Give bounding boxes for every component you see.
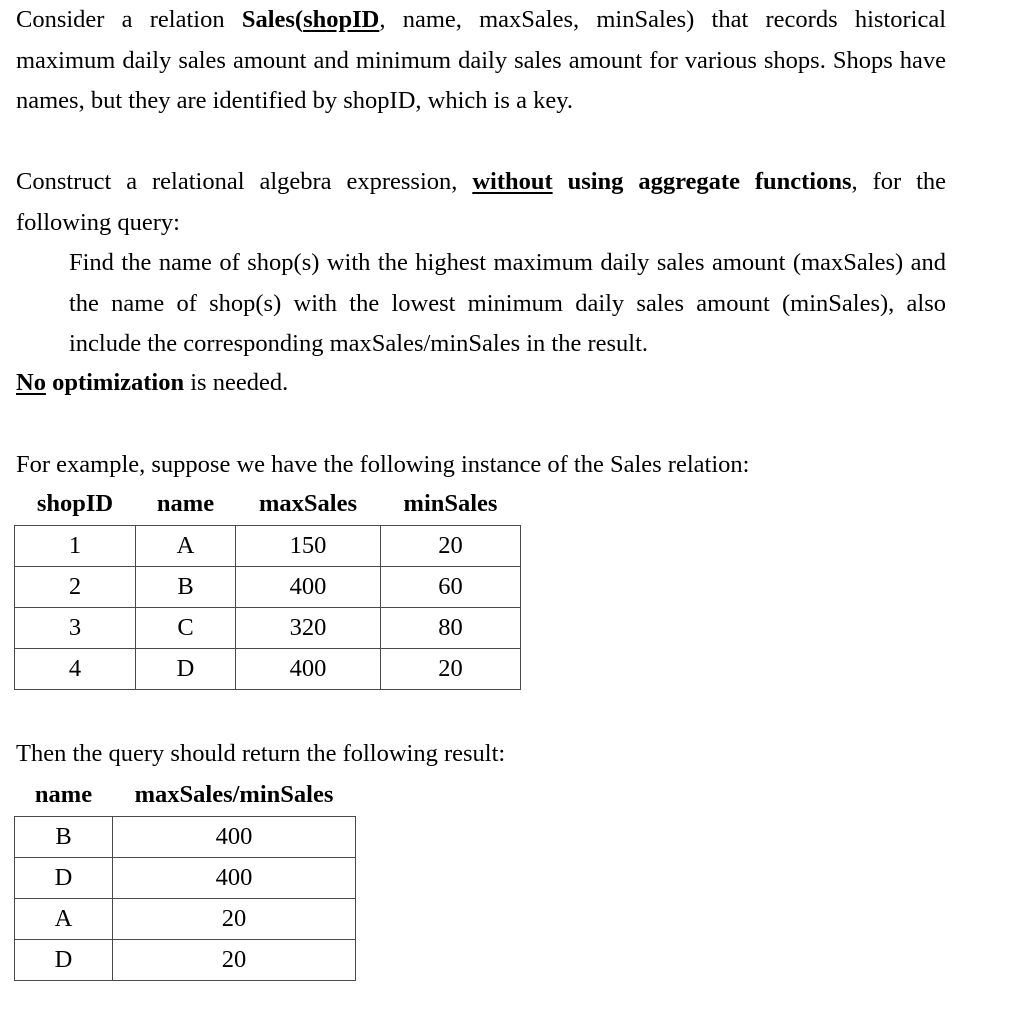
note-text-rest: is needed.	[184, 369, 289, 396]
table-cell: 2	[15, 566, 136, 607]
intro-paragraph	[16, 0, 946, 122]
table-cell: 400	[113, 857, 356, 898]
relation-name: Sales	[241, 6, 295, 33]
query-paragraph: Find the name of shop(s) with the highest maximum daily sales amount (maxSales) and the name of shop(s) with the lowest minimum daily sales amount (minSales), also include the corresponding maxSales/minSales in the result.	[69, 249, 946, 357]
table-cell: 400	[236, 566, 381, 607]
table-cell: 4	[15, 648, 136, 689]
table-cell: 400	[236, 648, 381, 689]
result-table-header-row	[15, 775, 356, 816]
table-cell: 20	[381, 525, 521, 566]
table-cell: 3	[15, 607, 136, 648]
result-intro-paragraph: Then the query should return the following result:	[16, 740, 506, 767]
task-paragraph	[16, 162, 946, 243]
table-cell: A	[136, 525, 236, 566]
table-cell: 400	[113, 816, 356, 857]
table-cell: B	[15, 816, 113, 857]
key-attribute: shopID	[303, 6, 380, 33]
intro-text-start: Consider a relation	[16, 6, 242, 33]
table-cell: 150	[236, 525, 381, 566]
task-space	[553, 168, 568, 195]
table-cell: C	[136, 607, 236, 648]
sales-header-minsales: minSales	[381, 484, 521, 525]
result-header-value: maxSales/minSales	[113, 775, 356, 816]
aggregate-emphasis: using aggregate functions	[567, 168, 852, 195]
table-row	[15, 816, 356, 857]
table-cell: 20	[113, 939, 356, 980]
table-row	[15, 939, 356, 980]
table-cell: 1	[15, 525, 136, 566]
no-emphasis: No	[16, 369, 46, 396]
example-paragraph: For example, suppose we have the following instance of the Sales relation:	[16, 451, 750, 478]
table-cell: A	[15, 898, 113, 939]
result-header-name: name	[15, 775, 113, 816]
table-cell: 320	[236, 607, 381, 648]
table-cell: D	[136, 648, 236, 689]
sales-header-maxsales: maxSales	[236, 484, 381, 525]
table-row	[15, 525, 521, 566]
sales-table	[14, 484, 521, 690]
table-row	[15, 648, 521, 689]
table-cell: 60	[381, 566, 521, 607]
intro-text-rest: , name, maxSales, minSales) that records historical maximum daily sales amount and minimum daily sales amount for various shops. Shops have names, but they are identified by shopID, which is a key.	[16, 6, 946, 114]
table-cell: D	[15, 939, 113, 980]
task-text-start: Construct a relational algebra expression,	[16, 168, 473, 195]
result-table	[14, 775, 356, 981]
table-row	[15, 607, 521, 648]
sales-table-header-row	[15, 484, 521, 525]
sales-header-name: name	[136, 484, 236, 525]
note-paragraph	[16, 363, 946, 404]
table-cell: 20	[113, 898, 356, 939]
task-text-end: , for the following query:	[16, 168, 947, 236]
table-cell: D	[15, 857, 113, 898]
table-cell: B	[136, 566, 236, 607]
table-cell: 20	[381, 648, 521, 689]
optimization-emphasis: optimization	[45, 369, 185, 396]
table-row	[15, 857, 356, 898]
sales-header-shopid: shopID	[15, 484, 136, 525]
without-emphasis: without	[472, 168, 553, 195]
table-row	[15, 566, 521, 607]
table-cell: 80	[381, 607, 521, 648]
table-row	[15, 898, 356, 939]
relation-paren: (	[294, 6, 304, 33]
